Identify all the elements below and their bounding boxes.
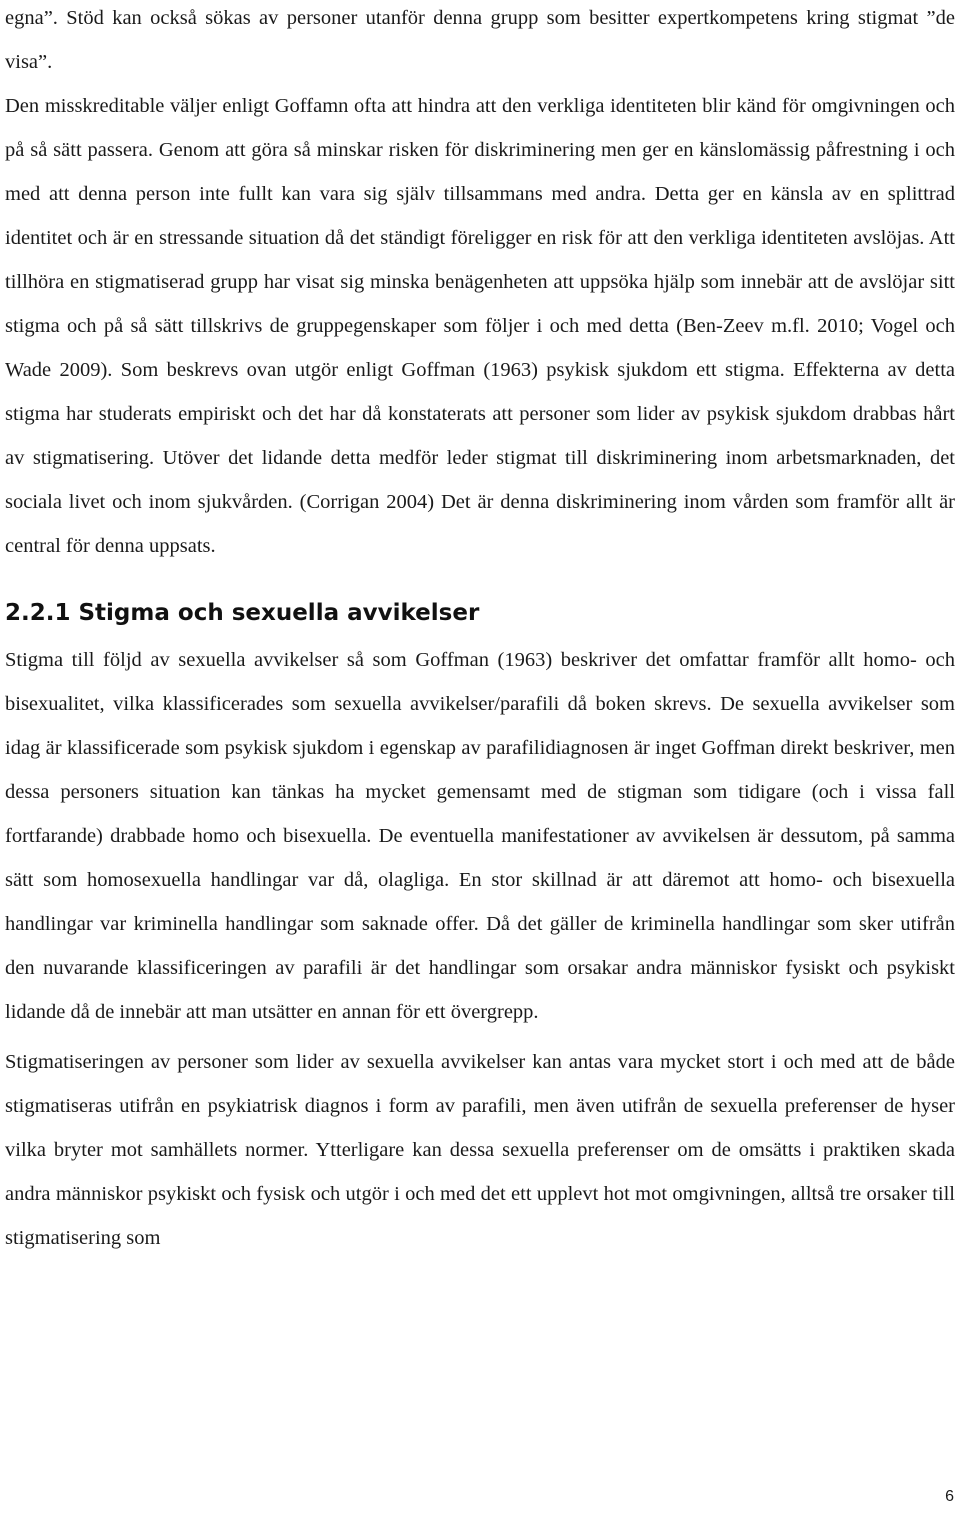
document-page xyxy=(5,0,955,1260)
paragraph-intro-continuation: egna”. Stöd kan också sökas av personer utanför denna grupp som besitter expertkompetens kring stigmat ”de visa”. xyxy=(5,7,955,73)
paragraph-sexual-deviance-stigma: Stigma till följd av sexuella avvikelser så som Goffman (1963) beskriver det omfattar framför allt homo- och bisexualitet, vilka klassificerades som sexuella avvikelser/parafili då boken skrevs. De sexuella avvikelser som idag är klassificerade som psykisk sjukdom i egenskap av parafilidiagnosen är inget Goffman direkt beskriver, men dessa personers situation kan tänkas ha mycket gemensamt med de stigman som tidigare (och i vissa fall fortfarande) drabbade homo och bisexuella. De eventuella manifestationer av avvikelsen är dessutom, på samma sätt som homosexuella handlingar var då, olagliga. En stor skillnad är att däremot att homo- och bisexuella handlingar var kriminella handlingar som saknade offer. Då det gäller de kriminella handlingar som sker utifrån den nuvarande klassificeringen av parafili är det handlingar som orsakar andra människor fysiskt och psykiskt lidande då de innebär att man utsätter en annan för ett övergrepp. xyxy=(5,649,955,1023)
paragraph-misskreditable: Den misskreditable väljer enligt Goffamn ofta att hindra att den verkliga identiteten blir känd för omgivningen och på så sätt passera. Genom att göra så minskar risken för diskriminering men ger en känslomässig påfrestning i och med att denna person inte fullt kan vara sig själv tillsammans med andra. Detta ger en känsla av en splittrad identitet och är en stressande situation då det ständigt föreligger en risk för att den verkliga identiteten avslöjas. Att tillhöra en stigmatiserad grupp har visat sig minska benägenheten att uppsöka hjälp som innebär att de avslöjar sitt stigma och på så sätt tillskrivs de gruppegenskaper som följer i och med detta (Ben-Zeev m.fl. 2010; Vogel och Wade 2009). Som beskrevs ovan utgör enligt Goffman (1963) psykisk sjukdom ett stigma. Effekterna av detta stigma har studerats empiriskt och det har då konstaterats att personer som lider av psykisk sjukdom drabbas hårt av stigmatisering. Utöver det lidande detta medför leder stigmat till diskriminering inom arbetsmarknaden, det sociala livet och inom sjukvården. (Corrigan 2004) Det är denna diskriminering inom vården som framför allt är central för denna uppsats. xyxy=(5,95,955,557)
paragraph-stigmatization-extent: Stigmatiseringen av personer som lider av sexuella avvikelser kan antas vara mycket stort i och med att de både stigmatiseras utifrån en psykiatrisk diagnos i form av parafili, men även utifrån de sexuella preferenser de hyser vilka bryter mot samhällets normer. Ytterligare kan dessa sexuella preferenser om de omsätts i praktiken skada andra människor psykiskt och fysisk och utgör i och med det ett upplevt hot mot omgivningen, alltså tre orsaker till stigmatisering som xyxy=(5,1051,955,1249)
page-number: 6 xyxy=(945,1488,954,1505)
section-heading: 2.2.1 Stigma och sexuella avvikelser xyxy=(5,600,480,626)
